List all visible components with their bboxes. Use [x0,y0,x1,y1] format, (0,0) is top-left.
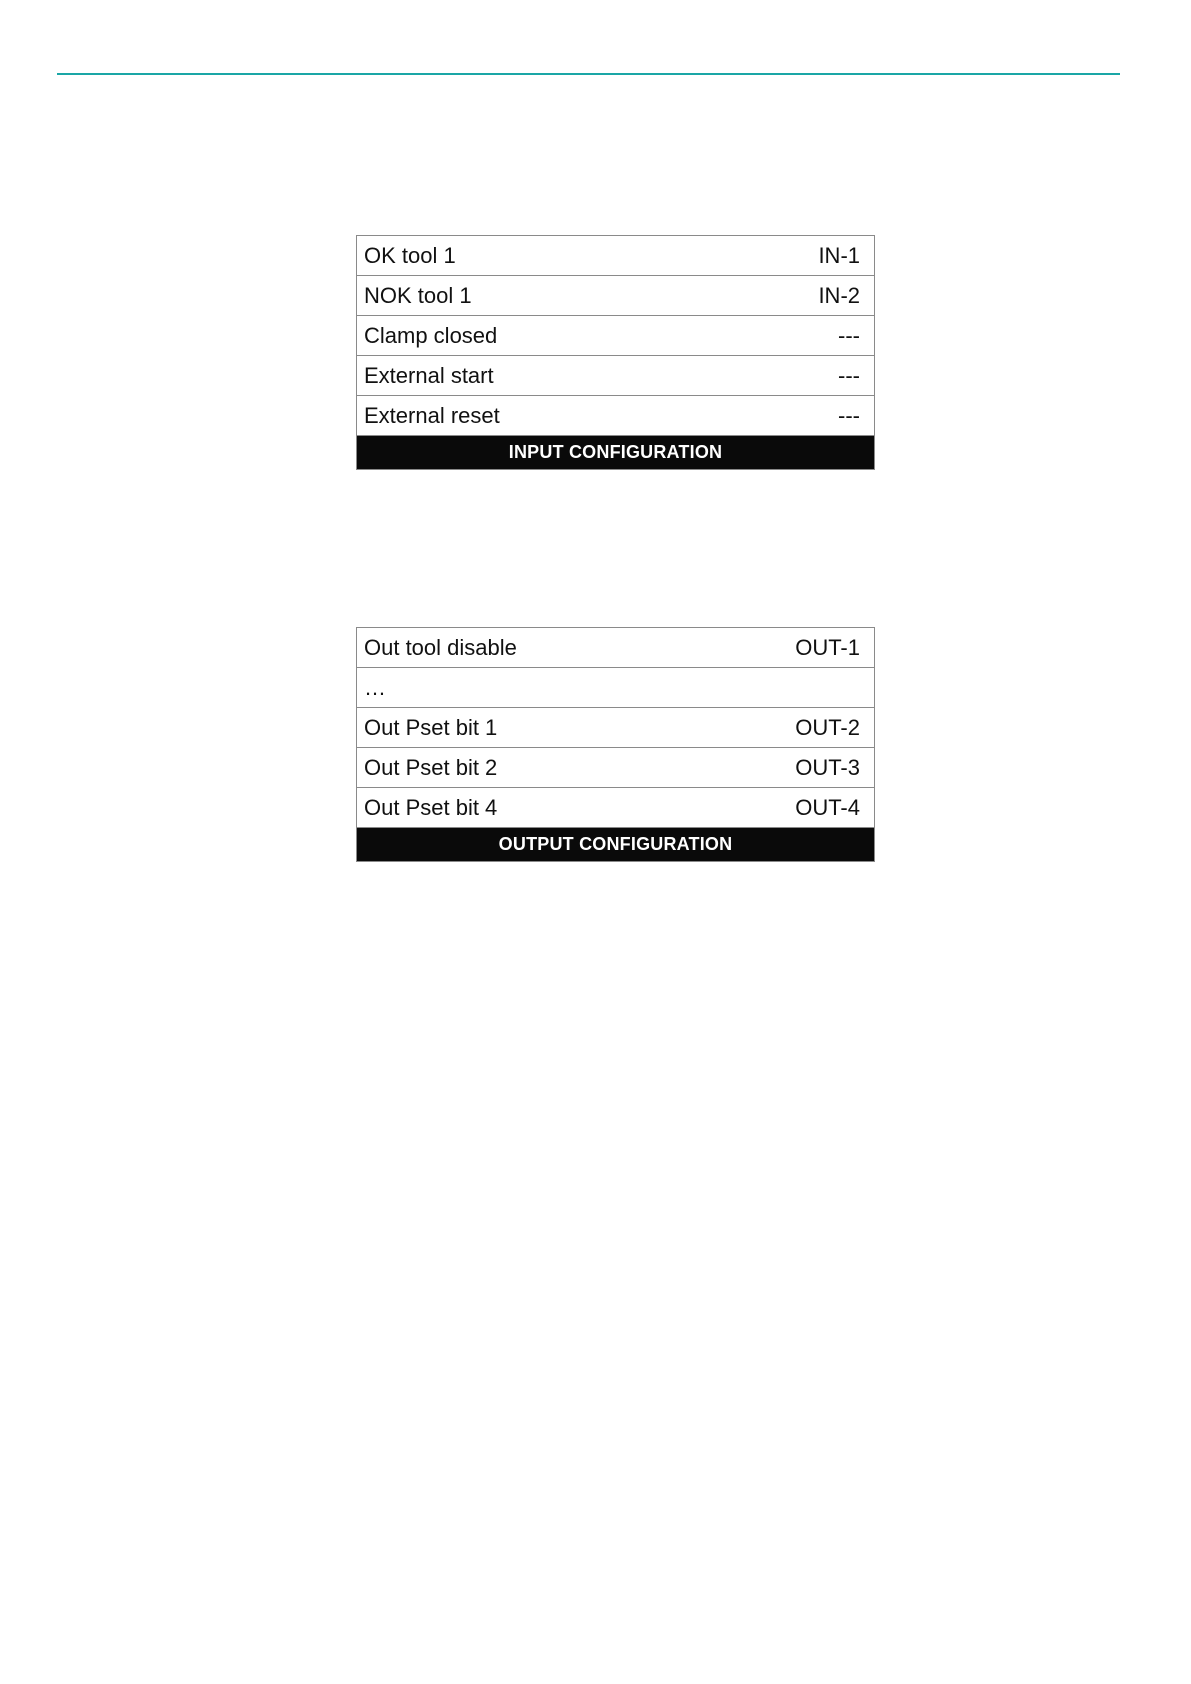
input-configuration-title: INPUT CONFIGURATION [357,436,874,469]
input-configuration-panel [356,235,875,470]
input-row[interactable] [357,356,874,396]
input-row[interactable] [357,316,874,356]
input-row-value: --- [838,402,860,428]
output-row-label: Out tool disable [364,634,517,660]
output-row-label: … [364,674,386,700]
output-row-label: Out Pset bit 2 [364,754,498,780]
input-row-label: NOK tool 1 [364,282,472,308]
output-configuration-title: OUTPUT CONFIGURATION [357,828,874,861]
output-row[interactable] [357,788,874,828]
output-row[interactable] [357,628,874,668]
output-row-value: OUT-1 [795,634,860,660]
input-row-value: IN-1 [818,242,860,268]
input-row-value: IN-2 [818,282,860,308]
input-row-value: --- [838,362,860,388]
output-row[interactable] [357,748,874,788]
output-row[interactable] [357,668,874,708]
output-configuration-panel [356,627,875,862]
input-row-label: Clamp closed [364,322,498,348]
output-row-value: OUT-4 [795,794,860,820]
output-row[interactable] [357,708,874,748]
header-rule [57,73,1120,75]
input-row-label: OK tool 1 [364,242,456,268]
output-row-label: Out Pset bit 1 [364,714,498,740]
input-row[interactable] [357,396,874,436]
input-row-value: --- [838,322,860,348]
input-row[interactable] [357,236,874,276]
output-row-value: OUT-3 [795,754,860,780]
output-row-label: Out Pset bit 4 [364,794,498,820]
output-row-value: OUT-2 [795,714,860,740]
input-row[interactable] [357,276,874,316]
input-row-label: External start [364,362,494,388]
input-row-label: External reset [364,402,500,428]
